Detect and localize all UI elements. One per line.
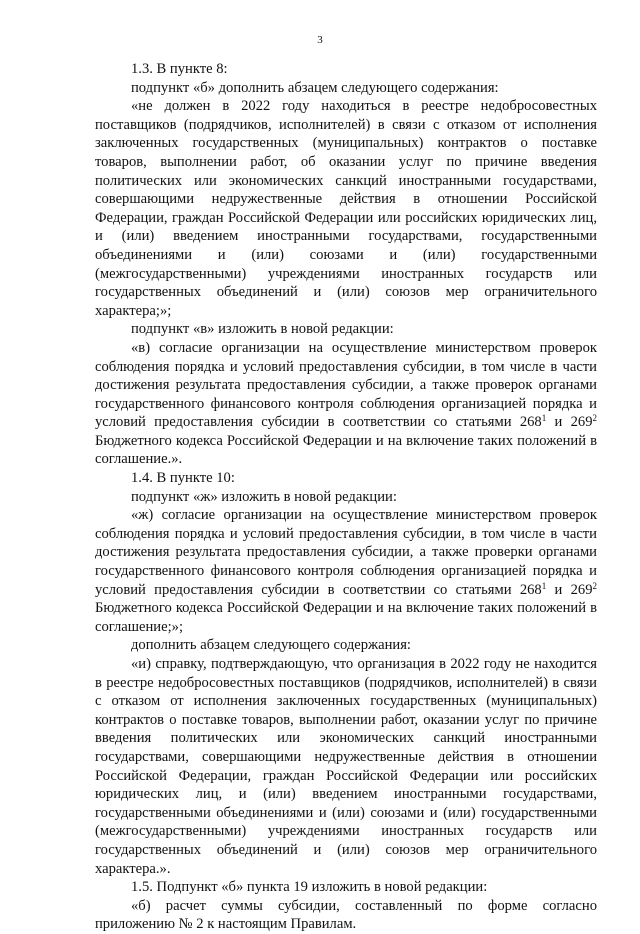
paragraph-subitem-v-instruction: подпункт «в» изложить в новой редакции:: [131, 321, 394, 338]
paragraph-subitem-zh-instruction: подпункт «ж» изложить в новой редакции:: [131, 488, 397, 505]
paragraph-subitem-b-text: «не должен в 2022 году находиться в реестре недобросовестных поставщиков (подрядчиков, исполнителей) в связи с отказом от исполнения заключенных государственных (муниципальных) контрактов о поставке товаров, выполнении работ, об оказании услуг по причине введения политических или экономических санкций иностранными государствами, совершающими недружественные действия в отношении Российской Федерации, граждан Российской Федерации или российских юридических лиц, и (или) введением иностранными государствами, государственными объединениями и (или) союзами и (или) государственными (межгосударственными) учреждениями иностранных государств или государственных объединений и (или) союзов мер ограничительного характера;»;: [95, 98, 597, 319]
paragraph-subitem-b-instruction: подпункт «б» дополнить абзацем следующего содержания:: [131, 79, 499, 96]
superscript: 2: [592, 580, 597, 591]
superscript: 1: [541, 580, 547, 591]
paragraph-subitem-zh-text: [95, 506, 597, 636]
paragraph-subitem-i-text: «и) справку, подтверждающую, что организация в 2022 году не находится в реестре недобросовестных поставщиков (подрядчиков, исполнителей) в связи с отказом от исполнения заключенных государственных (муниципальных) контрактов о поставке товаров, выполнении работ, оказании услуг по причине введения политических или экономических санкций иностранными государствами, совершающими недружественные действия в отношении Российской Федерации, граждан Российской Федерации или российских юридических лиц, и (или) введением иностранными государствами, государственными объединениями и (или) союзами и (или) государственными (межгосударственными) учреждениями иностранных государств или государственных объединений и (или) союзов мер ограничительного характера.».: [95, 656, 597, 877]
paragraph-subitem-v-text: [95, 339, 597, 469]
paragraph-add-clause-instruction: дополнить абзацем следующего содержания:: [131, 637, 411, 654]
section-heading-1-3: 1.3. В пункте 8:: [131, 61, 228, 77]
section-heading-1-5: 1.5. Подпункт «б» пункта 19 изложить в новой редакции:: [131, 879, 488, 896]
text-fragment: «ж) согласие организации на осуществление министерством проверок соблюдения порядка и условий предоставления субсидии, в том числе в части достижения результата предоставления субсидии, а также проверки органами государственного финансового контроля соблюдения организацией порядка и условий предоставления субсидии в соответствии со статьями 268: [95, 507, 597, 598]
paragraph-subitem-b-new-text: «б) расчет суммы субсидии, составленный по форме согласно приложению № 2 к настоящим Правилам.: [95, 897, 597, 933]
superscript: 1: [541, 413, 547, 424]
text-fragment: и 269: [546, 414, 593, 431]
text-fragment: Бюджетного кодекса Российской Федерации и на включение таких положений в соглашение.».: [95, 432, 597, 468]
text-fragment: Бюджетного кодекса Российской Федерации и на включение таких положений в соглашение;»;: [95, 600, 597, 635]
superscript: 2: [592, 413, 597, 424]
text-fragment: «в) согласие организации на осуществление министерством проверок соблюдения порядка и условий предоставления субсидии, в том числе в части достижения результата предоставления субсидии, а также проверок органами государственного финансового контроля соблюдения организацией порядка и условий предоставления субсидии в соответствии со статьями 268: [95, 339, 597, 431]
section-heading-1-4: 1.4. В пункте 10:: [131, 470, 235, 487]
page-number: 3: [317, 34, 323, 46]
text-fragment: и 269: [546, 581, 593, 598]
document-body: [95, 60, 597, 934]
